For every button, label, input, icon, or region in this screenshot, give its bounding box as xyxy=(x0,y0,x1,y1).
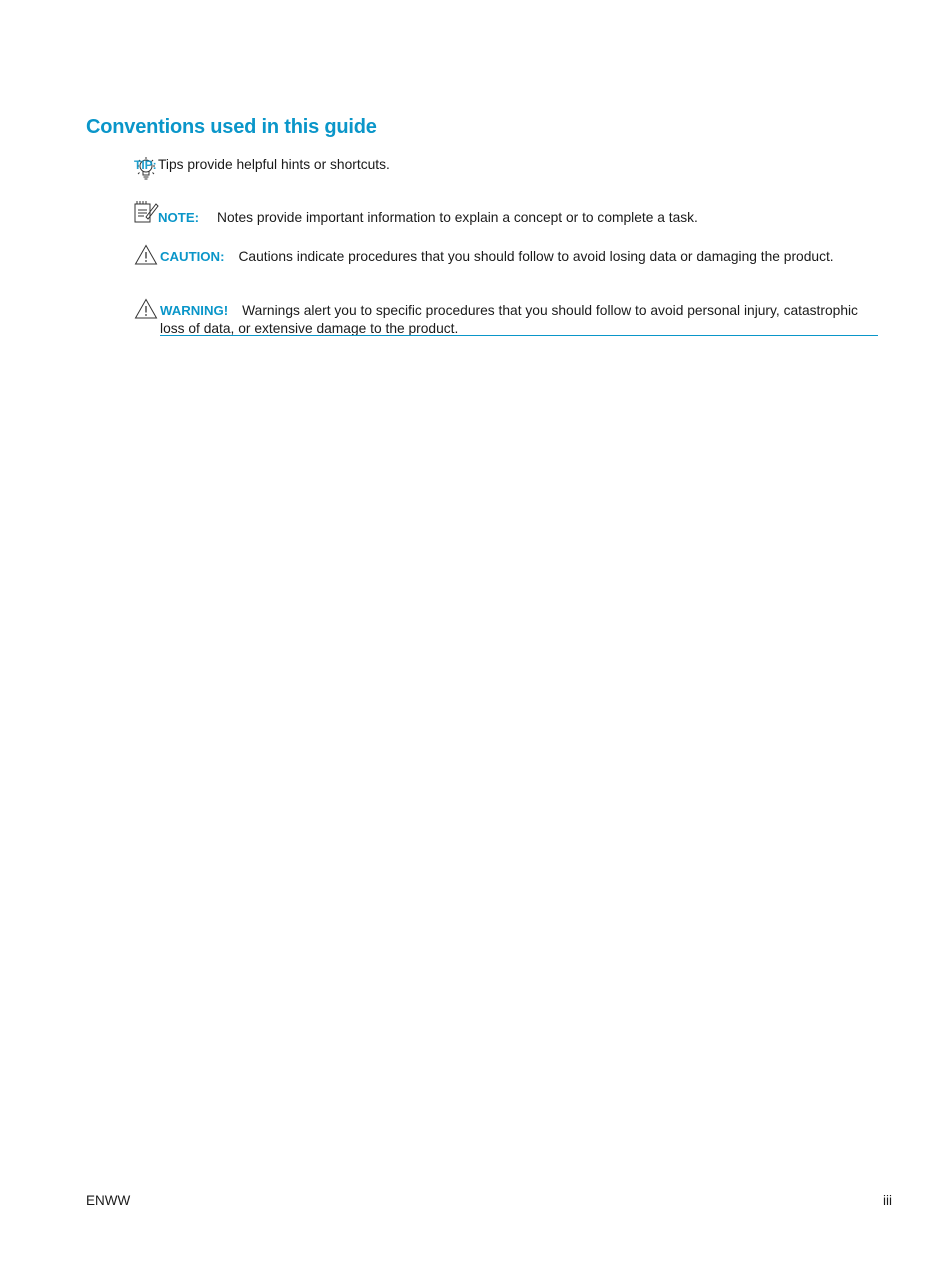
note-label: NOTE: xyxy=(158,210,200,225)
note-line xyxy=(158,209,698,227)
admonition-divider xyxy=(160,335,878,336)
page-number: iii xyxy=(883,1193,892,1208)
caution-label: CAUTION: xyxy=(160,249,225,264)
warning-body xyxy=(160,298,879,338)
tip-admonition xyxy=(134,156,879,184)
warning-text: Warnings alert you to specific procedures that you should follow to avoid personal injury, catastrophic loss of data, or extensive damage to the product. xyxy=(160,303,858,336)
warning-admonition xyxy=(134,298,879,338)
notepad-icon xyxy=(134,200,160,229)
caution-admonition xyxy=(134,244,879,266)
caution-triangle-icon xyxy=(134,244,158,271)
footer-left: ENWW xyxy=(86,1193,131,1208)
tip-label: TIP: xyxy=(134,158,157,172)
caution-body xyxy=(160,244,879,266)
tip-text: Tips provide helpful hints or shortcuts. xyxy=(158,157,390,172)
caution-text: Cautions indicate procedures that you should follow to avoid losing data or damaging the product. xyxy=(238,249,834,264)
page-title: Conventions used in this guide xyxy=(86,116,377,138)
warning-label: WARNING! xyxy=(160,303,229,318)
warning-triangle-icon xyxy=(134,298,158,325)
note-text: Notes provide important information to explain a concept or to complete a task. xyxy=(217,210,698,225)
